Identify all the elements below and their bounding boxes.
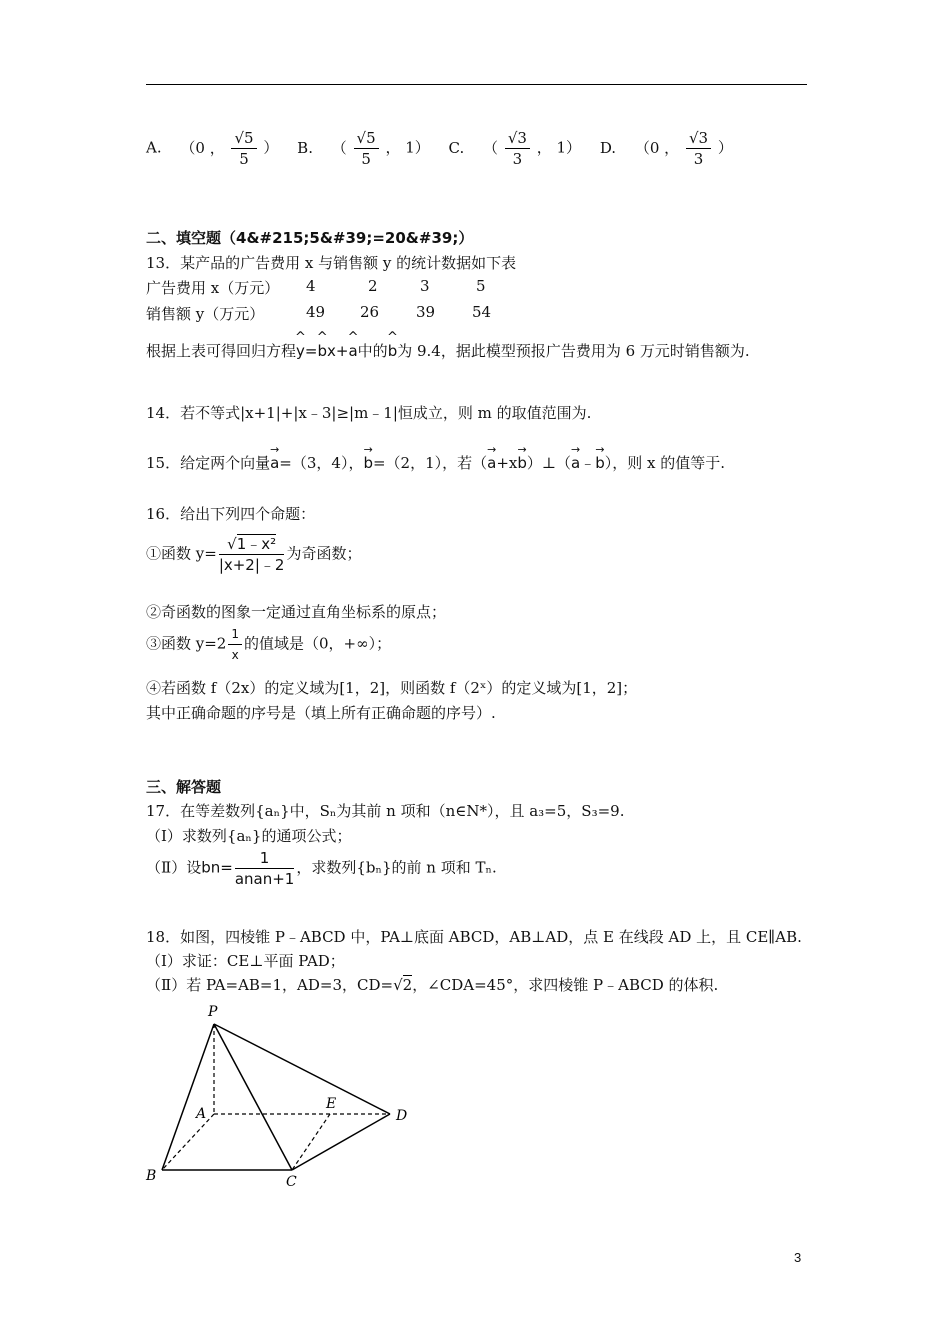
q13-tail-mid: 中的 [357, 342, 388, 360]
label-D: D [396, 1108, 408, 1124]
q13-row1-cell: 2 [368, 277, 378, 295]
page-number: 3 [794, 1250, 802, 1265]
edge-AB [162, 1114, 214, 1170]
q15-vec-a: → a [270, 454, 279, 472]
q13-row1-cell: 5 [476, 277, 486, 295]
choice-b-open: （ [331, 138, 347, 157]
q13-regression-line [146, 340, 750, 361]
choice-a-close: ） [263, 138, 279, 157]
edge-PC [214, 1024, 292, 1170]
q13-table-row2 [146, 303, 546, 325]
section2-heading: 二、填空题（4&#215;5&#39;=20&#39;） [146, 229, 474, 247]
q18-line3-post: ，∠CDA=45°，求四棱锥 P﹣ABCD 的体积. [412, 976, 719, 994]
q16-p1-post: 为奇函数； [286, 544, 362, 563]
q13-row2-cell: 54 [472, 303, 492, 321]
choice-a-open: （0 ， [180, 138, 225, 157]
q13-eq-a: ^ a [348, 342, 357, 360]
q18-sqrt2: 2 [402, 976, 413, 994]
choice-d-open: （0 ， [634, 138, 680, 157]
q16-tail: 其中正确命题的序号是（填上所有正确命题的序号）. [146, 704, 496, 722]
choice-c-fraction: $\frac{√3}{3}$ [505, 128, 530, 169]
q15-pre: 15．给定两个向量 [146, 454, 271, 472]
q17-bn: bn= [201, 858, 233, 877]
q13-row2-cell: 39 [416, 303, 436, 321]
q15-vec-a2: → a [487, 454, 496, 472]
choice-a-label: A. [146, 138, 162, 157]
q15-post: ），则 x 的值等于. [604, 454, 726, 472]
q17-line2: （Ⅰ）求数列{aₙ}的通项公式； [146, 827, 352, 845]
choice-c-open: （ [483, 138, 499, 157]
q15-minus: ﹣ [580, 454, 596, 472]
q18-line1: 18．如图，四棱锥 P﹣ABCD 中，PA⊥底面 ABCD，AB⊥AD，点 E 在线段 AD 上，且 CE∥AB. [146, 928, 802, 946]
q13-table-row1 [146, 277, 546, 299]
q15-vec-b3: → b [595, 454, 605, 472]
q16-p3-pre: ③函数 y=2 [146, 634, 227, 653]
choices-row [146, 128, 733, 169]
choice-b-fraction: $\frac{√5}{5}$ [354, 128, 379, 169]
q18-line3-pre: （Ⅱ）若 PA=AB=1，AD=3，CD= [146, 976, 394, 994]
q13-row1-label: 广告费用 x（万元） [146, 279, 280, 297]
edge-CD [292, 1114, 390, 1170]
q13-text: 13．某产品的广告费用 x 与销售额 y 的统计数据如下表 [146, 254, 517, 272]
q17-line1: 17．在等差数列{aₙ}中，Sₙ为其前 n 项和（n∈N*），且 a₃=5，S₃=9. [146, 802, 625, 820]
q15-plus: +x [496, 454, 518, 472]
choice-b-label: B. [297, 138, 313, 157]
label-C: C [286, 1174, 297, 1190]
label-A: A [196, 1106, 207, 1122]
q15-vec-a3: → a [571, 454, 580, 472]
q13-tail-post: 为 9.4，据此模型预报广告费用为 6 万元时销售额为. [397, 342, 750, 360]
q13-tail-b: ^ b [388, 342, 398, 360]
choice-d-fraction: $\frac{√3}{3}$ [686, 128, 711, 169]
q16-p3-fraction: $\frac{1}{x}$ [228, 624, 242, 665]
choice-d-close: ） [717, 138, 733, 157]
q16-p3 [146, 624, 391, 665]
q13-eq-y: ^ y [296, 342, 305, 360]
q16-p1 [146, 534, 361, 575]
q14-text: 14．若不等式|x+1|+|x﹣3|≥|m﹣1|恒成立，则 m 的取值范围为. [146, 404, 592, 422]
choice-c-label: C. [448, 138, 465, 157]
choice-d-label: D. [599, 138, 617, 157]
header-rule [146, 84, 807, 85]
q13-row2-cell: 26 [360, 303, 380, 321]
q13-row1-cell: 3 [420, 277, 430, 295]
q13-eq-b: ^ b [317, 342, 327, 360]
q18-line2: （Ⅰ）求证：CE⊥平面 PAD； [146, 952, 345, 970]
q17-line3-post: ，求数列{bₙ}的前 n 项和 Tₙ. [296, 858, 497, 877]
pyramid-figure [140, 1000, 430, 1190]
q17-line3-pre: （Ⅱ）设 [146, 858, 202, 877]
label-E: E [326, 1096, 337, 1112]
choice-a-fraction: $\frac{√5}{5}$ [231, 128, 256, 169]
choice-b-rest: ， 1） [385, 138, 430, 157]
q15-vec-b2: → b [517, 454, 527, 472]
q18-line3: （Ⅱ）若 PA=AB=1，AD=3，CD=√2，∠CDA=45°，求四棱锥 P﹣ABCD 的体积. [146, 976, 719, 994]
choice-c-rest: ， 1） [536, 138, 582, 157]
q17-line3 [146, 848, 497, 889]
edge-PD [214, 1024, 390, 1114]
q16-intro: 16．给出下列四个命题： [146, 505, 316, 523]
q13-eq-eq: = [304, 342, 318, 360]
q13-row1-cell: 4 [306, 277, 316, 295]
q13-row2-label: 销售额 y（万元） [146, 305, 265, 323]
q15-line [146, 452, 725, 473]
edge-PB [162, 1024, 214, 1170]
q15-vec-b: → b [363, 454, 373, 472]
q16-p1-pre: ①函数 y= [146, 544, 217, 563]
q16-p3-post: 的值域是（0，+∞）； [244, 634, 392, 653]
q17-fraction: $\frac{1}{\text{anan+1}}$ [234, 849, 295, 888]
q16-p1-fraction: $\frac{\text{√1﹣x²}}{|x+2|﹣2}$ [218, 535, 285, 574]
label-P: P [208, 1004, 218, 1020]
q15-perp: ）⊥（ [526, 454, 572, 472]
q13-row2-cell: 49 [306, 303, 326, 321]
section3-heading: 三、解答题 [146, 778, 222, 796]
q13-tail-pre: 根据上表可得回归方程 [146, 342, 297, 360]
q15-a-val: =（3，4）， [279, 454, 364, 472]
q16-p2: ②奇函数的图象一定通过直角坐标系的原点； [146, 603, 447, 621]
q13-eq-x: x+ [327, 342, 349, 360]
label-B: B [146, 1168, 157, 1184]
q16-p4: ④若函数 f（2x）的定义域为[1，2]，则函数 f（2ˣ）的定义域为[1，2]； [146, 679, 638, 697]
edge-CE [292, 1114, 330, 1170]
q15-b-val: =（2，1），若（ [372, 454, 488, 472]
